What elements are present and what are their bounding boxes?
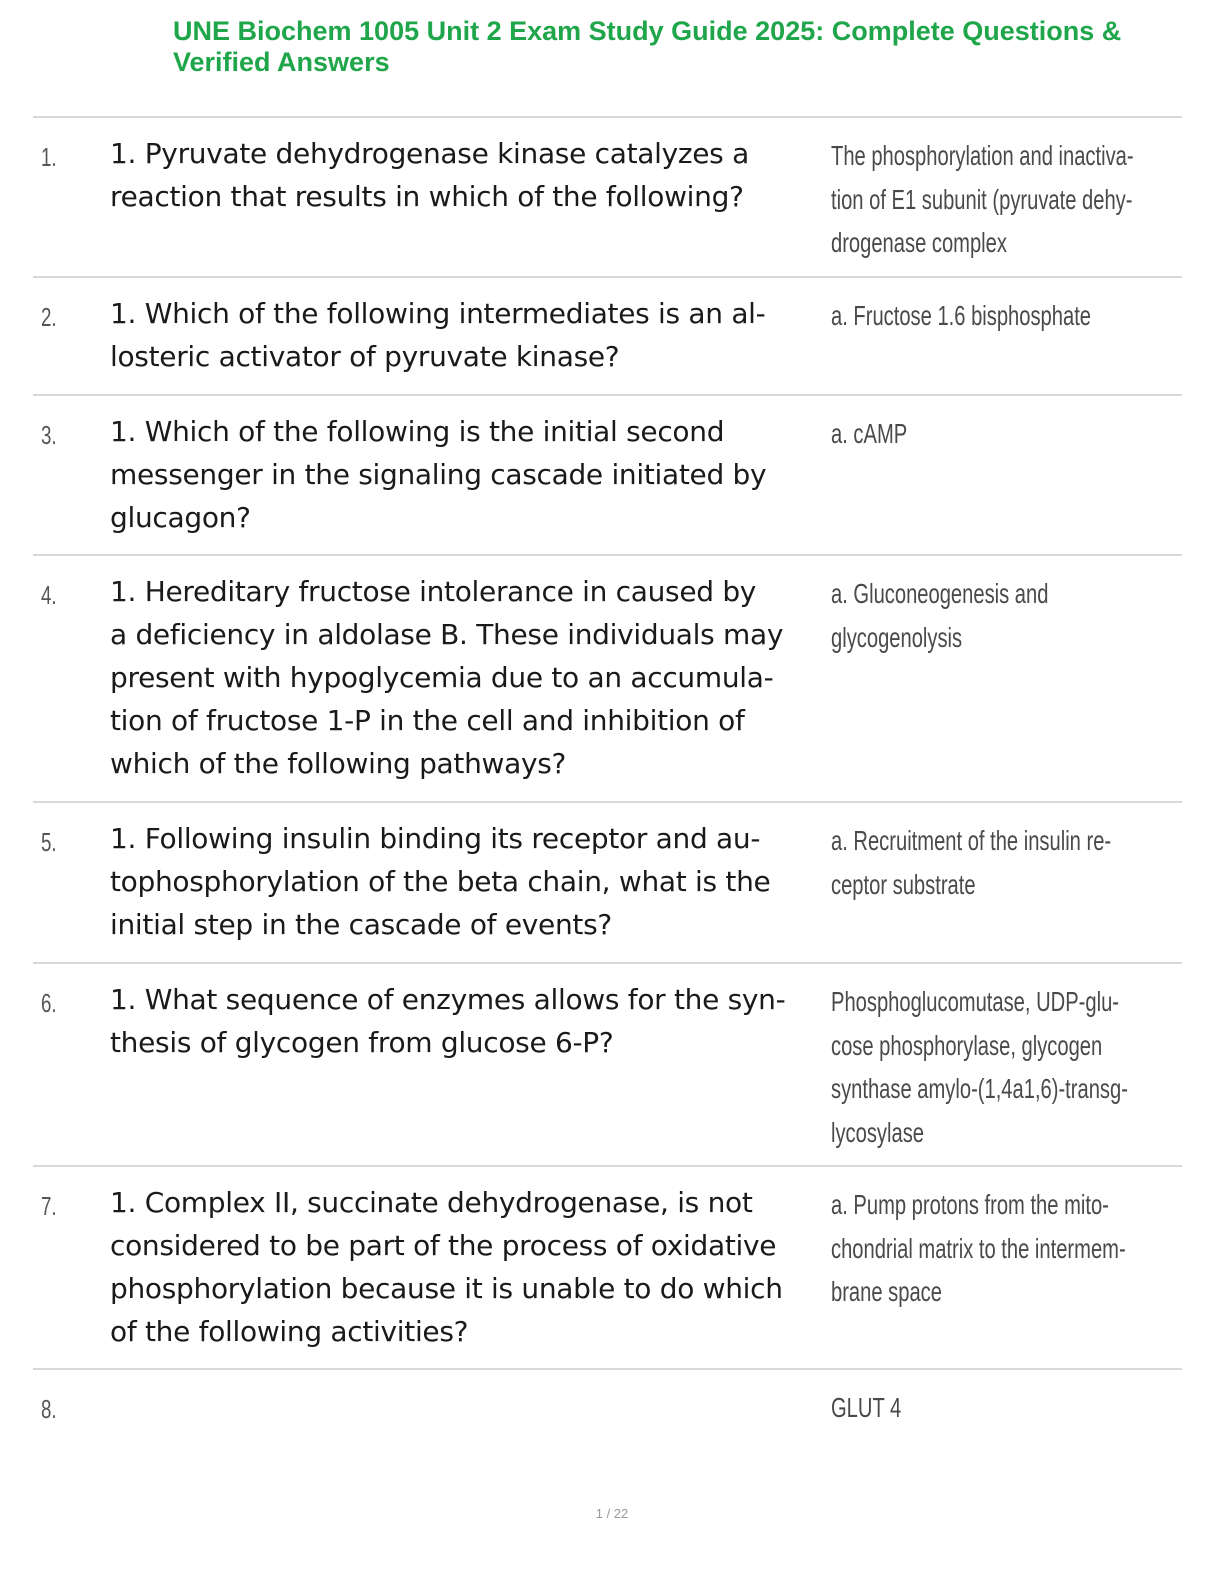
question-line: 1. What sequence of enzymes allows for the syn-: [110, 983, 786, 1016]
qa-row-1: [33, 118, 1182, 278]
question-text: [110, 978, 830, 1064]
question-number: 5.: [41, 827, 57, 857]
question-line: thesis of glycogen from glucose 6-P?: [110, 1026, 614, 1059]
question-line: messenger in the signaling cascade initiated by: [110, 458, 767, 491]
answer-line: brane space: [831, 1276, 942, 1307]
question-number: 4.: [41, 580, 57, 610]
question-number: 2.: [41, 302, 57, 332]
question-number: 6.: [41, 988, 57, 1018]
question-line: present with hypoglycemia due to an accumula-: [110, 661, 774, 694]
qa-row-7: [33, 1167, 1182, 1370]
question-line: 1. Following insulin binding its receptor and au-: [110, 822, 761, 855]
question-number: 8.: [41, 1394, 57, 1424]
answer-line: a. Fructose 1.6 bisphosphate: [831, 300, 1092, 331]
qa-table: [33, 116, 1182, 1450]
question-text: [110, 132, 830, 218]
question-text: [110, 292, 830, 378]
answer-line: ceptor substrate: [831, 868, 976, 900]
question-line: losteric activator of pyruvate kinase?: [110, 340, 620, 373]
answer-line: drogenase complex: [831, 227, 1007, 258]
question-line: of the following activities?: [110, 1315, 469, 1348]
answer-line: a. Gluconeogenesis and: [831, 578, 1049, 609]
qa-row-2: [33, 278, 1182, 396]
document-title: [173, 16, 1173, 78]
answer-line: a. cAMP: [831, 418, 908, 449]
question-line: which of the following pathways?: [110, 747, 567, 780]
answer-line: a. Recruitment of the insulin re-: [831, 825, 1112, 856]
answer-line: glycogenolysis: [831, 621, 963, 653]
answer-line: The phosphorylation and inactiva-: [831, 140, 1134, 171]
question-line: a deficiency in aldolase B. These individuals may: [110, 618, 784, 651]
answer-line: tion of E1 subunit (pyruvate dehy-: [831, 183, 1133, 215]
qa-row-3: [33, 396, 1182, 556]
question-line: 1. Which of the following is the initial second: [110, 415, 725, 448]
qa-row-5: [33, 803, 1182, 964]
page-number: 1 / 22: [595, 1506, 629, 1521]
question-line: tion of fructose 1-P in the cell and inhibition of: [110, 704, 745, 737]
question-line: 1. Pyruvate dehydrogenase kinase catalyzes a: [110, 137, 749, 170]
question-line: 1. Complex II, succinate dehydrogenase, is not: [110, 1186, 753, 1219]
answer-text: [831, 980, 1169, 1154]
question-line: 1. Hereditary fructose intolerance in caused by: [110, 575, 757, 608]
qa-row-6: [33, 964, 1182, 1167]
document-title-line-2: Verified Answers: [173, 47, 390, 77]
answer-text: [831, 572, 1169, 659]
question-text: [110, 410, 830, 539]
question-line: tophosphorylation of the beta chain, what is the: [110, 865, 771, 898]
question-line: glucagon?: [110, 501, 251, 534]
answer-line: cose phosphorylase, glycogen: [831, 1029, 1103, 1061]
question-number: 1.: [41, 142, 57, 172]
answer-line: lycosylase: [831, 1116, 925, 1148]
answer-text: [831, 134, 1169, 265]
question-line: 1. Which of the following intermediates is an al-: [110, 297, 766, 330]
answer-line: Phosphoglucomutase, UDP-glu-: [831, 986, 1119, 1017]
question-text: [110, 570, 830, 785]
answer-line: chondrial matrix to the intermem-: [831, 1232, 1126, 1264]
question-line: initial step in the cascade of events?: [110, 908, 612, 941]
answer-text: [831, 412, 1169, 456]
question-number: 3.: [41, 420, 57, 450]
answer-text: [831, 1386, 1169, 1430]
answer-line: GLUT 4: [831, 1392, 902, 1423]
question-text: [110, 1181, 830, 1353]
question-text: [110, 817, 830, 946]
qa-row-4: [33, 556, 1182, 803]
answer-text: [831, 1183, 1169, 1314]
answer-text: [831, 819, 1169, 906]
question-line: considered to be part of the process of oxidative: [110, 1229, 777, 1262]
answer-line: synthase amylo-(1,4a1,6)-transg-: [831, 1073, 1128, 1104]
answer-line: a. Pump protons from the mito-: [831, 1189, 1109, 1220]
question-line: reaction that results in which of the following?: [110, 180, 744, 213]
answer-text: [831, 294, 1169, 338]
question-number: 7.: [41, 1191, 57, 1221]
question-line: phosphorylation because it is unable to do which: [110, 1272, 783, 1305]
qa-row-8: [33, 1370, 1182, 1450]
document-title-line-1: UNE Biochem 1005 Unit 2 Exam Study Guide 2025: Complete Questions &: [173, 16, 1122, 46]
